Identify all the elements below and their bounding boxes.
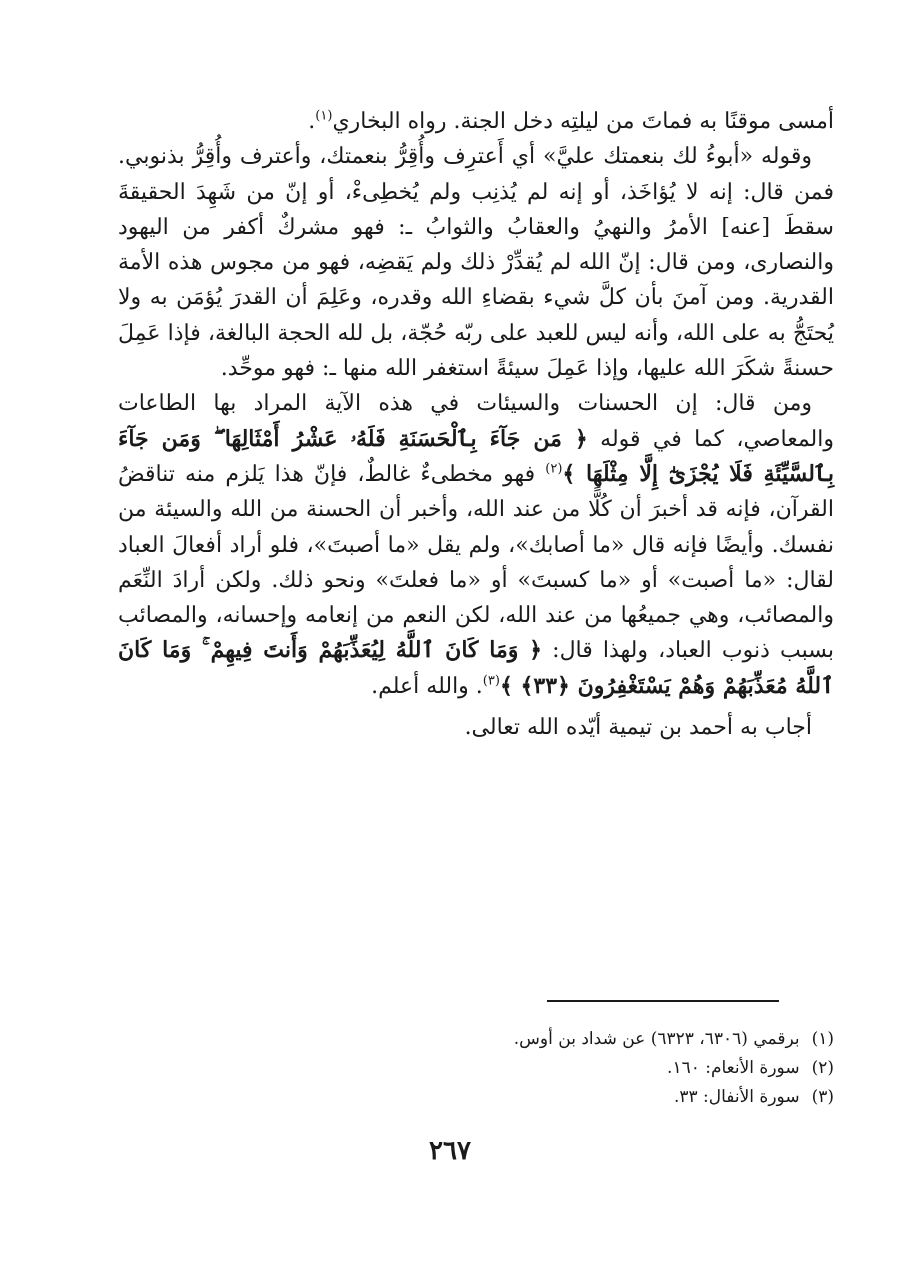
footnote-divider [547,1000,779,1002]
paragraph-3-text-c: . والله أعلم. [371,673,483,699]
paragraph-3 [118,386,834,704]
paragraph-3-text-b: فهو مخطىءٌ غالطٌ، فإنّ هذا يَلزم منه تناقضُ القرآن، فإنه قد أخبرَ أن كُلًّا من عند الله، وأخبر أن الحسنة من الله والسيئة من نفسك. وأيضًا فإنه قال «ما أصابك»، ولم يقل «ما أصبتَ»، فلو أراد أفعالَ العباد لقال: «ما أصبت» أو «ما كسبتَ» أو «ما فعلتَ» ونحو ذلك. ولكن أرادَ النِّعَم والمصائب، وهي جميعُها من عند الله، لكن النعم من إنعامه وإحسانه، والمصائب بسبب ذنوب العباد، ولهذا قال: [118,461,834,664]
footnote-3 [118,1083,834,1112]
page-body [118,104,834,745]
footnote-ref-2[interactable]: (٢) [545,461,563,477]
quran-verse-anam: ﴿ مَن جَآءَ بِٱلْحَسَنَةِ فَلَهُۥ عَشْرُ أَمْثَالِهَا ۖ وَمَن جَآءَ بِٱلسَّيِّئَةِ فَلَا يُجْزَىٰٓ إِلَّا مِثْلَهَا ﴾ [118,425,834,487]
footnote-text: برقمي (٦٣٠٦، ٦٣٢٣) عن شداد بن أوس. [513,1029,800,1049]
quran-verse-anfal: ﴿ وَمَا كَانَ ٱللَّهُ لِيُعَذِّبَهُمْ وَأَنتَ فِيهِمْ ۚ وَمَا كَانَ ٱللَّهُ مُعَذِّبَهُمْ وَهُمْ يَسْتَغْفِرُونَ ﴿٣٣﴾ ﴾ [118,637,834,699]
footnote-number: (١) [811,1029,834,1049]
paragraph-1-end: . [308,109,316,134]
footnote-ref-1[interactable]: (١) [315,108,333,124]
paragraph-2: وقوله «أبوءُ لك بنعمتك عليَّ» أي أَعترِف وأُقِرُّ بنعمتك، وأعترف وأُقِرُّ بذنوبي. فمن قال: إنه لا يُؤاخَذ، أو إنه لم يُذنِب ولم يُخطِىءْ، أو إنّ من شَهِدَ الحقيقةَ سقطَ [عنه] الأمرُ والنهيُ والعقابُ والثوابُ ـ: فهو مشركٌ أكفر من اليهود والنصارى، ومن قال: إنّ الله لم يُقدِّرْ ذلك ولم يَقضِه، فهو من مجوس هذه الأمة القدرية. ومن آمنَ بأن كلَّ شيء بقضاءِ الله وقدره، وعَلِمَ أن القدرَ يُؤمَن به ولا يُحتَجُّ به على الله، وأنه ليس للعبد على ربّه حُجّة، بل لله الحجة البالغة، فإذا عَمِلَ حسنةً شكَرَ الله عليها، وإذا عَمِلَ سيئةً استغفر الله منها ـ: فهو موحِّد. [118,144,834,382]
footnote-number: (٣) [811,1087,834,1107]
closing-statement: أجاب به أحمد بن تيمية أيّده الله تعالى. [464,715,812,741]
page-number: ٢٦٧ [429,1136,471,1166]
paragraph-1 [118,104,834,139]
footnote-text: سورة الأنعام: ١٦٠. [667,1058,800,1078]
footnote-ref-3[interactable]: (٣) [482,673,500,689]
footnote-2 [118,1054,834,1083]
paragraph-1-text: أمسى موقنًا به فماتَ من ليلتِه دخل الجنة. رواه البخاري [332,109,834,134]
footnote-number: (٢) [811,1058,834,1078]
paragraph-3-text-a: ومن قال: إن الحسنات والسيئات في هذه الآية المراد بها الطاعات والمعاصي، كما في قوله [118,391,834,452]
footnote-1 [118,1025,834,1054]
footnote-text: سورة الأنفال: ٣٣. [673,1087,800,1107]
footnotes [118,1025,834,1112]
